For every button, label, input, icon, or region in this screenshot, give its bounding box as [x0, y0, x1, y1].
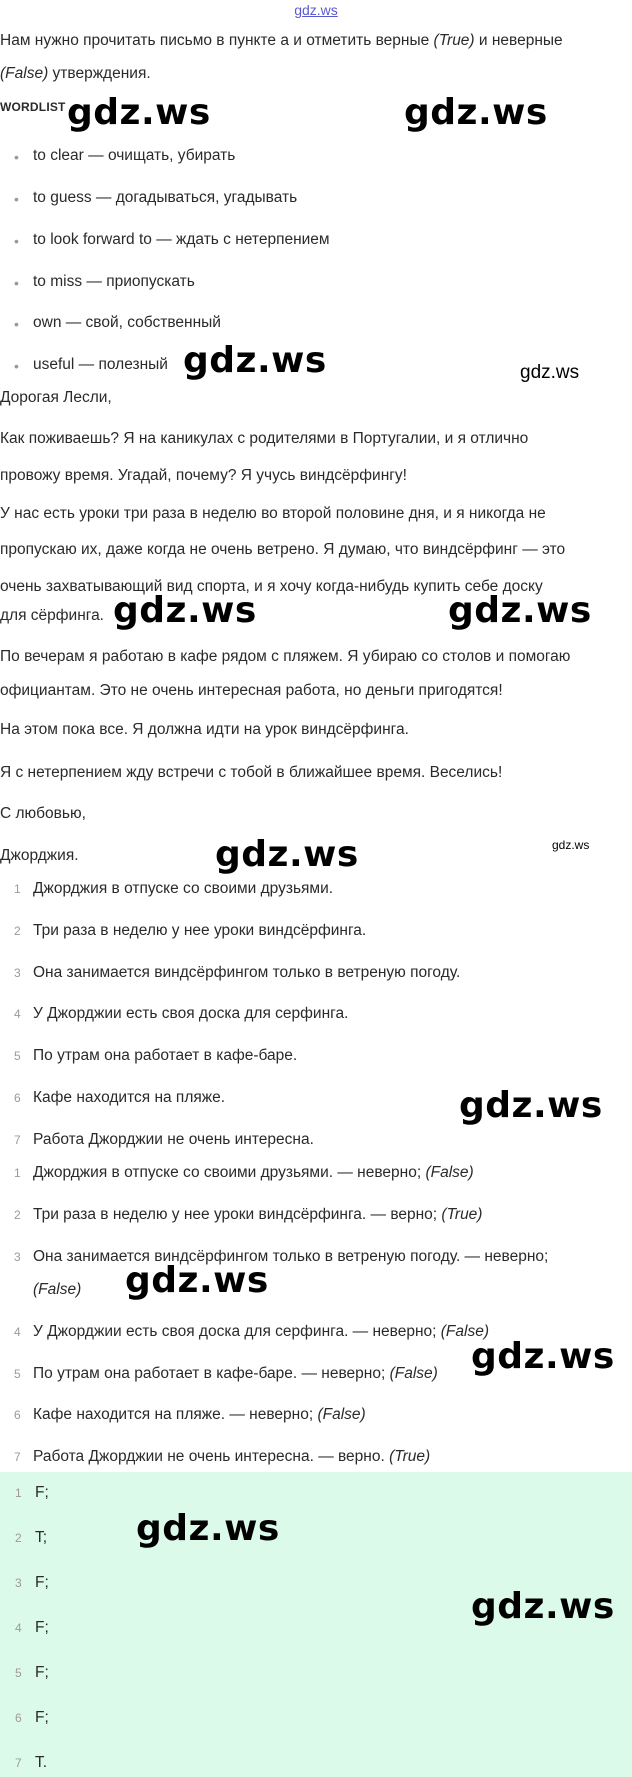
short-answer-number: 3 [15, 1576, 22, 1590]
answer-verdict: (False) [425, 1164, 474, 1181]
wordlist-item: useful — полезный [33, 356, 168, 373]
short-answer: F; [35, 1484, 49, 1501]
letter-line: Дорогая Лесли, [0, 389, 112, 406]
statement-text: Кафе находится на пляже. [33, 1089, 226, 1106]
answer-text [33, 1323, 489, 1341]
statement-number: 3 [14, 966, 21, 980]
answer-number: 1 [14, 1166, 21, 1180]
watermark: gdz.ws [471, 1336, 615, 1377]
wordlist-item: to clear — очищать, убирать [33, 147, 236, 164]
answer-statement: Три раза в неделю у нее уроки виндсёрфинга. — верно; [33, 1206, 442, 1223]
intro-line-1 [0, 32, 563, 50]
watermark: gdz.ws [459, 1085, 603, 1126]
answer-statement: Работа Джорджии не очень интересна. — верно. [33, 1448, 390, 1465]
watermark: gdz.ws [67, 92, 211, 133]
answer-statement: Джорджия в отпуске со своими друзьями. — неверно; [33, 1164, 426, 1181]
statement-number: 7 [14, 1133, 21, 1147]
bullet-icon: • [14, 191, 19, 207]
answer-number: 5 [14, 1367, 21, 1381]
watermark: gdz.ws [471, 1586, 615, 1627]
answer-text [33, 1164, 474, 1182]
answer-text [33, 1406, 366, 1424]
answer-verdict: (False) [317, 1406, 366, 1423]
letter-line: пропускаю их, даже когда не очень ветрено. Я думаю, что виндсёрфинг — это [0, 541, 566, 558]
wordlist-item: to guess — догадываться, угадывать [33, 189, 298, 206]
statement-text: Она занимается виндсёрфингом только в ветреную погоду. [33, 964, 461, 981]
letter-line: для сёрфинга. [0, 607, 104, 624]
answer-statement: Кафе находится на пляже. — неверно; [33, 1406, 318, 1423]
letter-line: Джорджия. [0, 847, 79, 864]
answer-verdict: (False) [33, 1281, 82, 1298]
answer-number: 2 [14, 1208, 21, 1222]
answer-statement: У Джорджии есть своя доска для серфинга. — неверно; [33, 1323, 441, 1340]
letter-line: провожу время. Угадай, почему? Я учусь виндсёрфингу! [0, 467, 407, 484]
letter-line: У нас есть уроки три раза в неделю во второй половине дня, и я никогда не [0, 505, 546, 522]
wordlist-item: to miss — приопускать [33, 273, 195, 290]
short-answer: T; [35, 1529, 48, 1546]
letter-line: официантам. Это не очень интересная работа, но деньги пригодятся! [0, 682, 503, 699]
intro-text-end: утверждения. [48, 65, 151, 82]
watermark: gdz.ws [552, 838, 590, 852]
true-label: (True) [433, 32, 475, 49]
false-label: (False) [0, 65, 49, 82]
letter-line: Я с нетерпением жду встречи с тобой в ближайшее время. Веселись! [0, 764, 503, 781]
intro-text-cont: и неверные [474, 32, 563, 49]
answer-verdict: (True) [389, 1448, 431, 1465]
answer-number: 4 [14, 1325, 21, 1339]
letter-line: На этом пока все. Я должна идти на урок виндсёрфинга. [0, 721, 409, 738]
answer-text [33, 1448, 430, 1466]
short-answer-number: 5 [15, 1666, 22, 1680]
wordlist-title: WORDLIST [0, 100, 66, 114]
short-answer-number: 6 [15, 1711, 22, 1725]
short-answer: F; [35, 1709, 49, 1726]
statement-text: Джорджия в отпуске со своими друзьями. [33, 880, 334, 897]
short-answer: T. [35, 1754, 48, 1771]
intro-line-2 [0, 65, 151, 83]
intro-text: Нам нужно прочитать письмо в пункте а и отметить верные [0, 32, 434, 49]
answer-statement: По утрам она работает в кафе-баре. — неверно; [33, 1365, 390, 1382]
answer-text [33, 1206, 482, 1224]
statement-text: По утрам она работает в кафе-баре. [33, 1047, 298, 1064]
short-answer-number: 4 [15, 1621, 22, 1635]
statement-number: 5 [14, 1049, 21, 1063]
watermark: gdz.ws [136, 1508, 280, 1549]
statement-number: 4 [14, 1007, 21, 1021]
bullet-icon: • [14, 233, 19, 249]
letter-line: По вечерам я работаю в кафе рядом с пляжем. Я убираю со столов и помогаю [0, 648, 571, 665]
bullet-icon: • [14, 149, 19, 165]
bullet-icon: • [14, 316, 19, 332]
answer-text [33, 1365, 438, 1383]
letter-line: С любовью, [0, 805, 86, 822]
short-answer: F; [35, 1619, 49, 1636]
watermark: gdz.ws [520, 362, 580, 383]
answer-number: 7 [14, 1450, 21, 1464]
watermark: gdz.ws [183, 340, 327, 381]
answer-number: 3 [14, 1250, 21, 1264]
statement-number: 2 [14, 924, 21, 938]
statement-text: У Джорджии есть своя доска для серфинга. [33, 1005, 349, 1022]
answer-number: 6 [14, 1408, 21, 1422]
answer-verdict: (False) [440, 1323, 489, 1340]
wordlist-item: own — свой, собственный [33, 314, 221, 331]
short-answer: F; [35, 1574, 49, 1591]
letter-line: очень захватывающий вид спорта, и я хочу когда-нибудь купить себе доску [0, 578, 543, 595]
site-link[interactable]: gdz.ws [294, 2, 338, 18]
bullet-icon: • [14, 275, 19, 291]
statement-number: 6 [14, 1091, 21, 1105]
short-answer-number: 2 [15, 1531, 22, 1545]
bullet-icon: • [14, 358, 19, 374]
statement-number: 1 [14, 882, 21, 896]
statement-text: Работа Джорджии не очень интересна. [33, 1131, 314, 1148]
short-answer-number: 7 [15, 1756, 22, 1770]
answer-verdict: (False) [389, 1365, 438, 1382]
watermark: gdz.ws [448, 590, 592, 631]
answer-verdict: (True) [441, 1206, 483, 1223]
short-answer-number: 1 [15, 1486, 22, 1500]
watermark: gdz.ws [113, 590, 257, 631]
short-answer: F; [35, 1664, 49, 1681]
watermark: gdz.ws [404, 92, 548, 133]
statement-text: Три раза в неделю у нее уроки виндсёрфинга. [33, 922, 367, 939]
letter-line: Как поживаешь? Я на каникулах с родителями в Португалии, и я отлично [0, 430, 529, 447]
wordlist-item: to look forward to — ждать с нетерпением [33, 231, 330, 248]
watermark: gdz.ws [125, 1260, 269, 1301]
watermark: gdz.ws [215, 834, 359, 875]
answer-text: Она занимается виндсёрфингом только в ветреную погоду. — неверно; [33, 1248, 549, 1265]
